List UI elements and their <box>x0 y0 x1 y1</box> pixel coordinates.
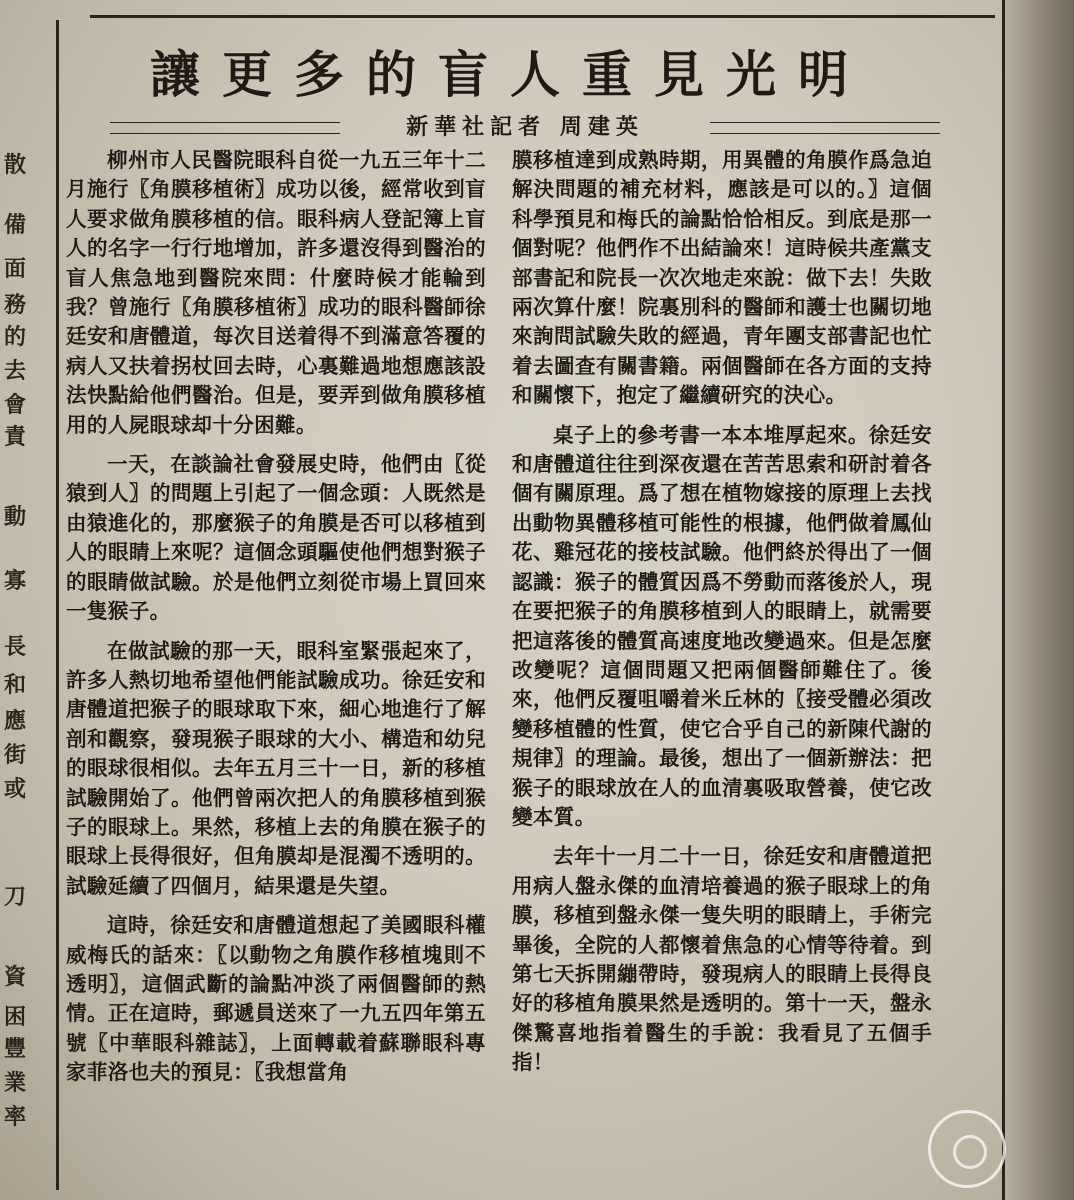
fragment-char: 散 <box>4 152 27 178</box>
fragment-char: 困 <box>4 1004 27 1030</box>
watermark-seal-icon <box>928 1110 1006 1188</box>
article-byline: 新華社記者 周建英 <box>406 114 644 140</box>
article-column-left <box>66 146 486 1196</box>
byline-rule-right <box>710 122 940 134</box>
fragment-char: 豐 <box>4 1036 27 1062</box>
fragment-char: 業 <box>4 1070 27 1096</box>
fragment-char: 長 <box>4 634 27 660</box>
fragment-char: 或 <box>4 776 27 802</box>
article-headline: 讓更多的盲人重見光明 <box>150 45 870 104</box>
frame-top-border <box>90 15 995 18</box>
paragraph: 一天，在談論社會發展史時，他們由〖從猿到人〗的問題上引起了一個念頭：人既然是由猿進化的，那麼猴子的角膜是否可以移植到人的眼睛上來呢？這個念頭驅使他們想對猴子的眼睛做試驗。於是他們立刻從市場上買回來一隻猴子。 <box>66 452 486 624</box>
fragment-char: 資 <box>4 964 27 990</box>
fragment-char: 動 <box>4 504 27 530</box>
paragraph: 柳州市人民醫院眼科自從一九五三年十二月施行〖角膜移植術〗成功以後，經常收到盲人要求做角膜移植的信。眼科病人登記簿上盲人的名字一行行地增加，許多還沒得到醫治的盲人焦急地到醫院來問：什麼時候才能輪到我？曾施行〖角膜移植術〗成功的眼科醫師徐廷安和唐體道，每次目送着得不到滿意答覆的病人又扶着拐杖回去時，心裏難過地想應該設法快點給他們醫治。但是，要弄到做角膜移植用的人屍眼球却十分困難。 <box>66 148 486 437</box>
byline-rule-left <box>110 122 340 134</box>
fragment-char: 會 <box>4 392 27 418</box>
fragment-char: 去 <box>4 358 27 384</box>
paragraph: 桌子上的參考書一本本堆厚起來。徐廷安和唐體道往往到深夜還在苦苦思索和研討着各個有關原理。爲了想在植物嫁接的原理上去找出動物異體移植可能性的根據，他們做着鳳仙花、雞冠花的接枝試驗。他們終於得出了一個認識：猴子的體質因爲不勞動而落後於人，現在要把猴子的角膜移植到人的眼睛上，就需要把這落後的體質高速度地改變過來。但是怎麼改變呢？這個問題又把兩個醫師難住了。後來，他們反覆咀嚼着米丘林的〖接受體必須改變移植體的性質，使它合乎自己的新陳代謝的規律〗的理論。最後，想出了一個新辦法：把猴子的眼球放在人的血清裏吸取營養，使它改變本質。 <box>512 422 932 829</box>
fragment-char: 率 <box>4 1104 27 1130</box>
adjacent-column-fragment <box>0 120 40 1200</box>
paragraph: 去年十一月二十一日，徐廷安和唐體道把用病人盤永傑的血清培養過的猴子眼球上的角膜，移植到盤永傑一隻失明的眼睛上，手術完畢後，全院的人都懷着焦急的心情等待着。到第七天拆開繃帶時，發現病人的眼睛上長得良好的移植角膜果然是透明的。第十一天，盤永傑驚喜地指着醫生的手說：我看見了五個手指！ <box>512 844 932 1075</box>
frame-right-border <box>1002 0 1005 1200</box>
fragment-char: 責 <box>4 424 27 450</box>
fragment-char: 應 <box>4 708 27 734</box>
fragment-char: 備 <box>4 212 27 238</box>
byline-row <box>110 112 940 142</box>
paragraph: 在做試驗的那一天，眼科室緊張起來了，許多人熱切地希望他們能試驗成功。徐廷安和唐體道把猴子的眼球取下來，細心地進行了解剖和觀察，發現猴子眼球的大小、構造和幼兒的眼球很相似。去年五月三十一日，新的移植試驗開始了。他們曾兩次把人的角膜移植到猴子的眼球上。果然，移植上去的角膜在猴子的眼球上長得很好，但角膜却是混濁不透明的。試驗延續了四個月，結果還是失望。 <box>66 638 486 898</box>
article-column-right <box>512 146 932 1196</box>
fragment-char: 和 <box>4 672 27 698</box>
fragment-char: 寡 <box>4 568 27 594</box>
fragment-char: 務 <box>4 292 27 318</box>
fragment-char: 街 <box>4 742 27 768</box>
paragraph: 這時，徐廷安和唐體道想起了美國眼科權威梅氏的話來：〖以動物之角膜作移植塊則不透明〗，這個武斷的論點冲淡了兩個醫師的熱情。正在這時，郵遞員送來了一九五四年第五號〖中華眼科雜誌〗，上面轉載着蘇聯眼科專家菲洛也夫的預見：〖我想當角 <box>66 913 486 1085</box>
fragment-char: 刀 <box>4 884 27 910</box>
paragraph: 膜移植達到成熟時期，用異體的角膜作爲急迫解決問題的補充材料，應該是可以的。〗這個科學預見和梅氏的論點恰恰相反。到底是那一個對呢？他們作不出結論來！這時候共產黨支部書記和院長一次次地走來說：做下去！失敗兩次算什麼！院裏別科的醫師和護士也關切地來詢問試驗失敗的經過，青年團支部書記也忙着去圖查有關書籍。兩個醫師在各方面的支持和關懷下，抱定了繼續研究的決心。 <box>512 148 932 408</box>
fragment-char: 面 <box>4 256 27 282</box>
frame-left-border <box>56 20 59 1190</box>
page-edge-shadow <box>1004 0 1074 1200</box>
fragment-char: 的 <box>4 324 27 350</box>
